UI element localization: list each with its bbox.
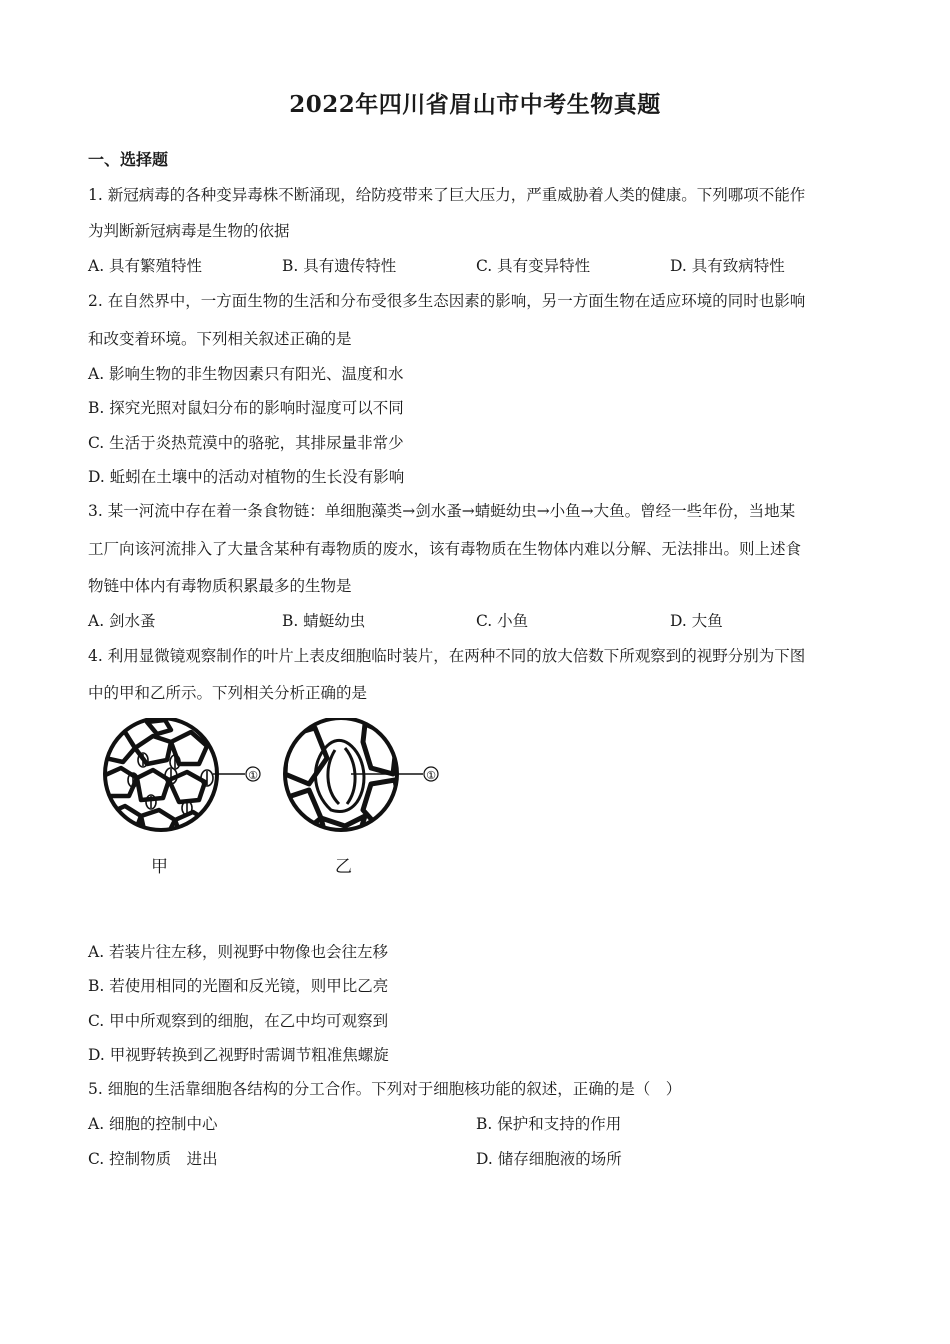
microscope-figure bbox=[95, 718, 455, 888]
q2-option-d: D. 蚯蚓在土壤中的活动对植物的生长没有影响 bbox=[88, 468, 405, 486]
q3-stem-line-2: 工厂向该河流排入了大量含某种有毒物质的废水，该有毒物质在生物体内难以分解、无法排出。则上述食 bbox=[88, 540, 802, 558]
q4-option-b: B. 若使用相同的光圈和反光镜，则甲比乙亮 bbox=[88, 977, 389, 995]
page-title: 2022年四川省眉山市中考生物真题 bbox=[289, 91, 661, 118]
q3-stem-line-3: 物链中体内有毒物质积累最多的生物是 bbox=[88, 577, 352, 595]
q2-option-a: A. 影响生物的非生物因素只有阳光、温度和水 bbox=[88, 365, 404, 383]
q3-option-a: A. 剑水蚤 bbox=[88, 612, 156, 630]
q2-stem-line-2: 和改变着环境。下列相关叙述正确的是 bbox=[88, 330, 352, 348]
field-a-low-magnification bbox=[103, 718, 260, 838]
q4-option-d: D. 甲视野转换到乙视野时需调节粗准焦螺旋 bbox=[88, 1046, 389, 1064]
field-a-marker: ① bbox=[248, 769, 258, 782]
field-b-label: 乙 bbox=[335, 857, 352, 877]
q3-option-c: C. 小鱼 bbox=[476, 612, 529, 630]
q4-option-a: A. 若装片往左移，则视野中物像也会往左移 bbox=[88, 943, 389, 961]
q2-stem-line-1: 2. 在自然界中，一方面生物的生活和分布受很多生态因素的影响，另一方面生物在适应环境的同时也影响 bbox=[88, 292, 806, 310]
q1-option-a: A. 具有繁殖特性 bbox=[88, 257, 203, 275]
q1-stem-line-1: 1. 新冠病毒的各种变异毒株不断涌现，给防疫带来了巨大压力，严重威胁着人类的健康。下列哪项不能作 bbox=[88, 186, 806, 204]
q4-option-c: C. 甲中所观察到的细胞，在乙中均可观察到 bbox=[88, 1012, 389, 1030]
q3-option-b: B. 蜻蜓幼虫 bbox=[282, 612, 366, 630]
q3-stem-line-1: 3. 某一河流中存在着一条食物链：单细胞藻类→剑水蚤→蜻蜓幼虫→小鱼→大鱼。曾经一些年份，当地某 bbox=[88, 502, 796, 520]
field-b-marker: ① bbox=[426, 769, 436, 782]
q3-option-d: D. 大鱼 bbox=[670, 612, 723, 630]
q5-option-b: B. 保护和支持的作用 bbox=[476, 1115, 622, 1133]
q5-option-c: C. 控制物质 进出 bbox=[88, 1150, 218, 1168]
field-b-high-magnification bbox=[281, 718, 438, 842]
q2-option-b: B. 探究光照对鼠妇分布的影响时湿度可以不同 bbox=[88, 399, 404, 417]
q5-option-d: D. 储存细胞液的场所 bbox=[476, 1150, 622, 1168]
field-a-label: 甲 bbox=[151, 857, 168, 877]
q4-stem-line-2: 中的甲和乙所示。下列相关分析正确的是 bbox=[88, 684, 368, 702]
q1-option-c: C. 具有变异特性 bbox=[476, 257, 591, 275]
q1-option-d: D. 具有致病特性 bbox=[670, 257, 785, 275]
q5-stem-line-1: 5. 细胞的生活靠细胞各结构的分工合作。下列对于细胞核功能的叙述，正确的是（ ） bbox=[88, 1080, 682, 1098]
q2-option-c: C. 生活于炎热荒漠中的骆驼，其排尿量非常少 bbox=[88, 434, 404, 452]
microscope-fields-drawing bbox=[95, 718, 455, 888]
q1-option-b: B. 具有遗传特性 bbox=[282, 257, 397, 275]
section-heading: 一、选择题 bbox=[88, 150, 169, 169]
q4-stem-line-1: 4. 利用显微镜观察制作的叶片上表皮细胞临时装片，在两种不同的放大倍数下所观察到的视野分别为下图 bbox=[88, 647, 806, 665]
q1-stem-line-2: 为判断新冠病毒是生物的依据 bbox=[88, 222, 290, 240]
q5-option-a: A. 细胞的控制中心 bbox=[88, 1115, 218, 1133]
